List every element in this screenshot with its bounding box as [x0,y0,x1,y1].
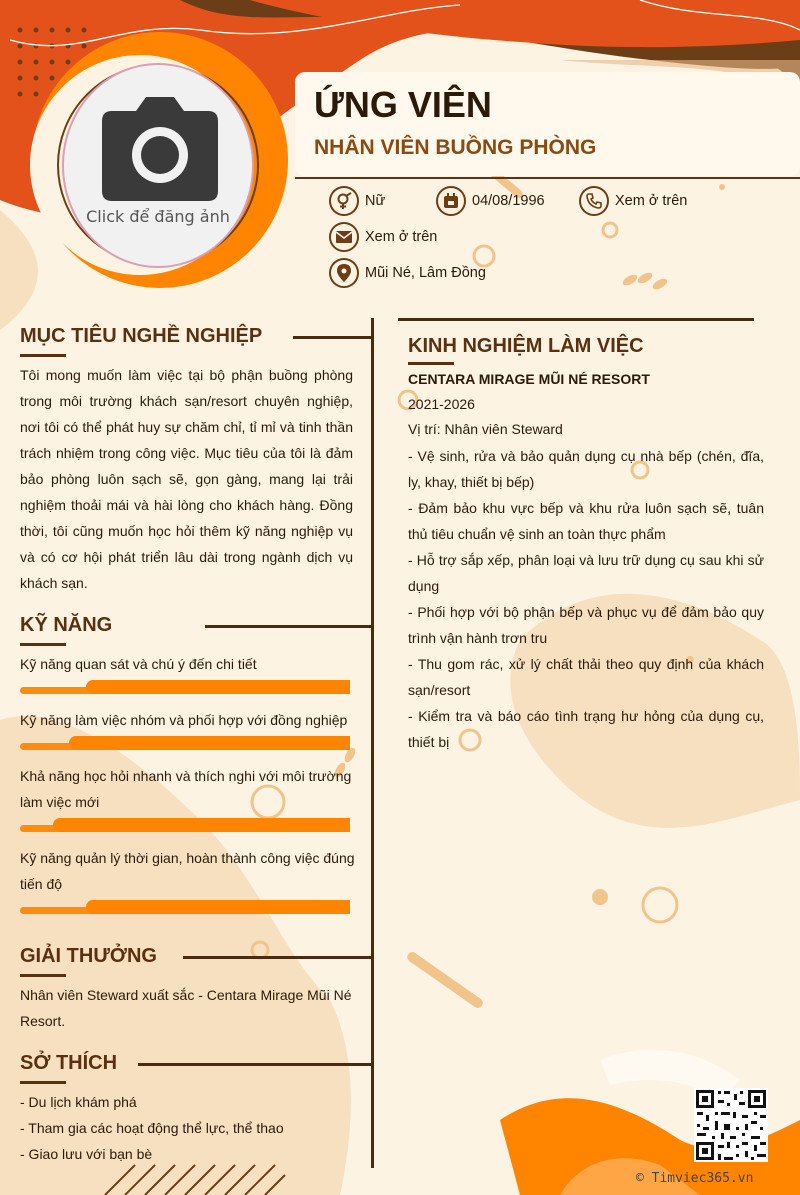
hobby-item[interactable]: - Giao lưu với bạn bè [20,1146,153,1162]
skill-bar [20,900,350,914]
skill-label[interactable]: Kỹ năng quản lý thời gian, hoàn thành công việc đúng tiến độ [20,850,355,892]
photo-caption: Click để đăng ảnh [86,207,230,226]
gender-icon [329,186,359,216]
skill-bar [20,736,350,750]
skill-label[interactable]: Kỹ năng làm việc nhóm và phối hợp với đồng nghiệp [20,712,348,728]
company-name[interactable]: CENTARA MIRAGE MŨI NÉ RESORT [408,371,650,387]
hobbies-rule [138,1063,373,1066]
work-period[interactable]: 2021-2026 [408,396,475,412]
candidate-position[interactable]: NHÂN VIÊN BUỒNG PHÒNG [314,136,597,159]
experience-rule [398,318,754,321]
skill-label[interactable]: Kỹ năng quan sát và chú ý đến chi tiết [20,656,257,672]
skill-bar-fill [86,900,350,914]
gender-value[interactable]: Nữ [365,193,386,209]
header-divider [295,177,800,179]
duty-item[interactable]: - Thu gom rác, xử lý chất thải theo quy định của khách sạn/resort [408,656,764,698]
footer-brand[interactable]: © Timviec365.vn [636,1171,754,1186]
camera-icon [102,97,218,201]
skill-bar [20,818,350,832]
awards-text[interactable]: Nhân viên Steward xuất sắc - Centara Mirage Mũi Né Resort. [20,987,352,1029]
hobby-item[interactable]: - Tham gia các hoạt động thể lực, thể thao [20,1120,284,1136]
objective-underline [20,354,66,357]
duty-item[interactable]: - Đảm bảo khu vực bếp và khu rửa luôn sạch sẽ, tuân thủ tiêu chuẩn vệ sinh an toàn thực phẩm [408,500,764,542]
location-pin-icon [329,258,359,288]
hobbies-underline [20,1081,66,1084]
address-row [329,258,486,288]
birthdate-value[interactable]: 04/08/1996 [472,193,545,209]
phone-value[interactable]: Xem ở trên [615,193,688,209]
duty-list [408,443,764,755]
experience-underline [408,362,454,365]
hobbies-heading: SỞ THÍCH [20,1052,118,1074]
mail-icon [329,222,359,252]
skills-rule [205,625,373,628]
awards-underline [20,974,66,977]
duty-item[interactable]: - Phối hợp với bộ phận bếp và phục vụ để đảm bảo quy trình vận hành trơn tru [408,604,764,646]
objective-text[interactable]: Tôi mong muốn làm việc tại bộ phận buồng phòng trong môi trường khách sạn/resort chuyên nghiệp, nơi tôi có thể phát huy sự chăm chỉ, tỉ mỉ và tinh thần trách nhiệm trong công việc. Mục tiêu của tôi là đảm bảo phòng luôn sạch sẽ, gọn gàng, mang lại trải nghiệm thoải mái và hài lòng cho khách hàng. Đồng thời, tôi cũng muốn học hỏi thêm kỹ năng nghiệp vụ và có cơ hội phát triển lâu dài trong ngành dịch vụ khách sạn. [20,367,353,591]
birthdate-row [436,186,545,216]
objective-rule [293,336,373,339]
awards-rule [183,956,373,959]
skills-heading: KỸ NĂNG [20,614,113,636]
skill-bar-fill [53,818,350,832]
skill-label[interactable]: Khả năng học hỏi nhanh và thích nghi với môi trường làm việc mới [20,768,352,810]
qr-code [694,1088,768,1162]
candidate-name[interactable]: ỨNG VIÊN [314,84,492,125]
work-role[interactable]: Vị trí: Nhân viên Steward [408,421,563,437]
skill-bar-fill [69,736,350,750]
avatar-upload[interactable] [62,63,254,268]
email-value[interactable]: Xem ở trên [365,229,438,245]
phone-icon [579,186,609,216]
email-row [329,222,437,252]
gender-row [329,186,385,216]
skills-underline [20,643,66,646]
experience-heading: KINH NGHIỆM LÀM VIỆC [408,335,644,357]
calendar-icon [436,186,466,216]
hobbies-list [20,1089,353,1167]
duty-item[interactable]: - Hỗ trợ sắp xếp, phân loại và lưu trữ dụng cụ sau khi sử dụng [408,552,764,594]
skill-bar [20,680,350,694]
duty-item[interactable]: - Vệ sinh, rửa và bảo quản dụng cụ nhà bếp (chén, đĩa, ly, khay, thiết bị bếp) [408,448,764,490]
column-divider [371,318,374,1168]
duty-item[interactable]: - Kiểm tra và báo cáo tình trạng hư hỏng của dụng cụ, thiết bị [408,708,764,750]
phone-row [579,186,687,216]
skill-bar-fill [86,680,350,694]
objective-heading: MỤC TIÊU NGHỀ NGHIỆP [20,325,263,347]
address-value[interactable]: Mũi Né, Lâm Đồng [365,265,486,281]
hobby-item[interactable]: - Du lịch khám phá [20,1094,137,1110]
awards-heading: GIẢI THƯỞNG [20,945,157,967]
